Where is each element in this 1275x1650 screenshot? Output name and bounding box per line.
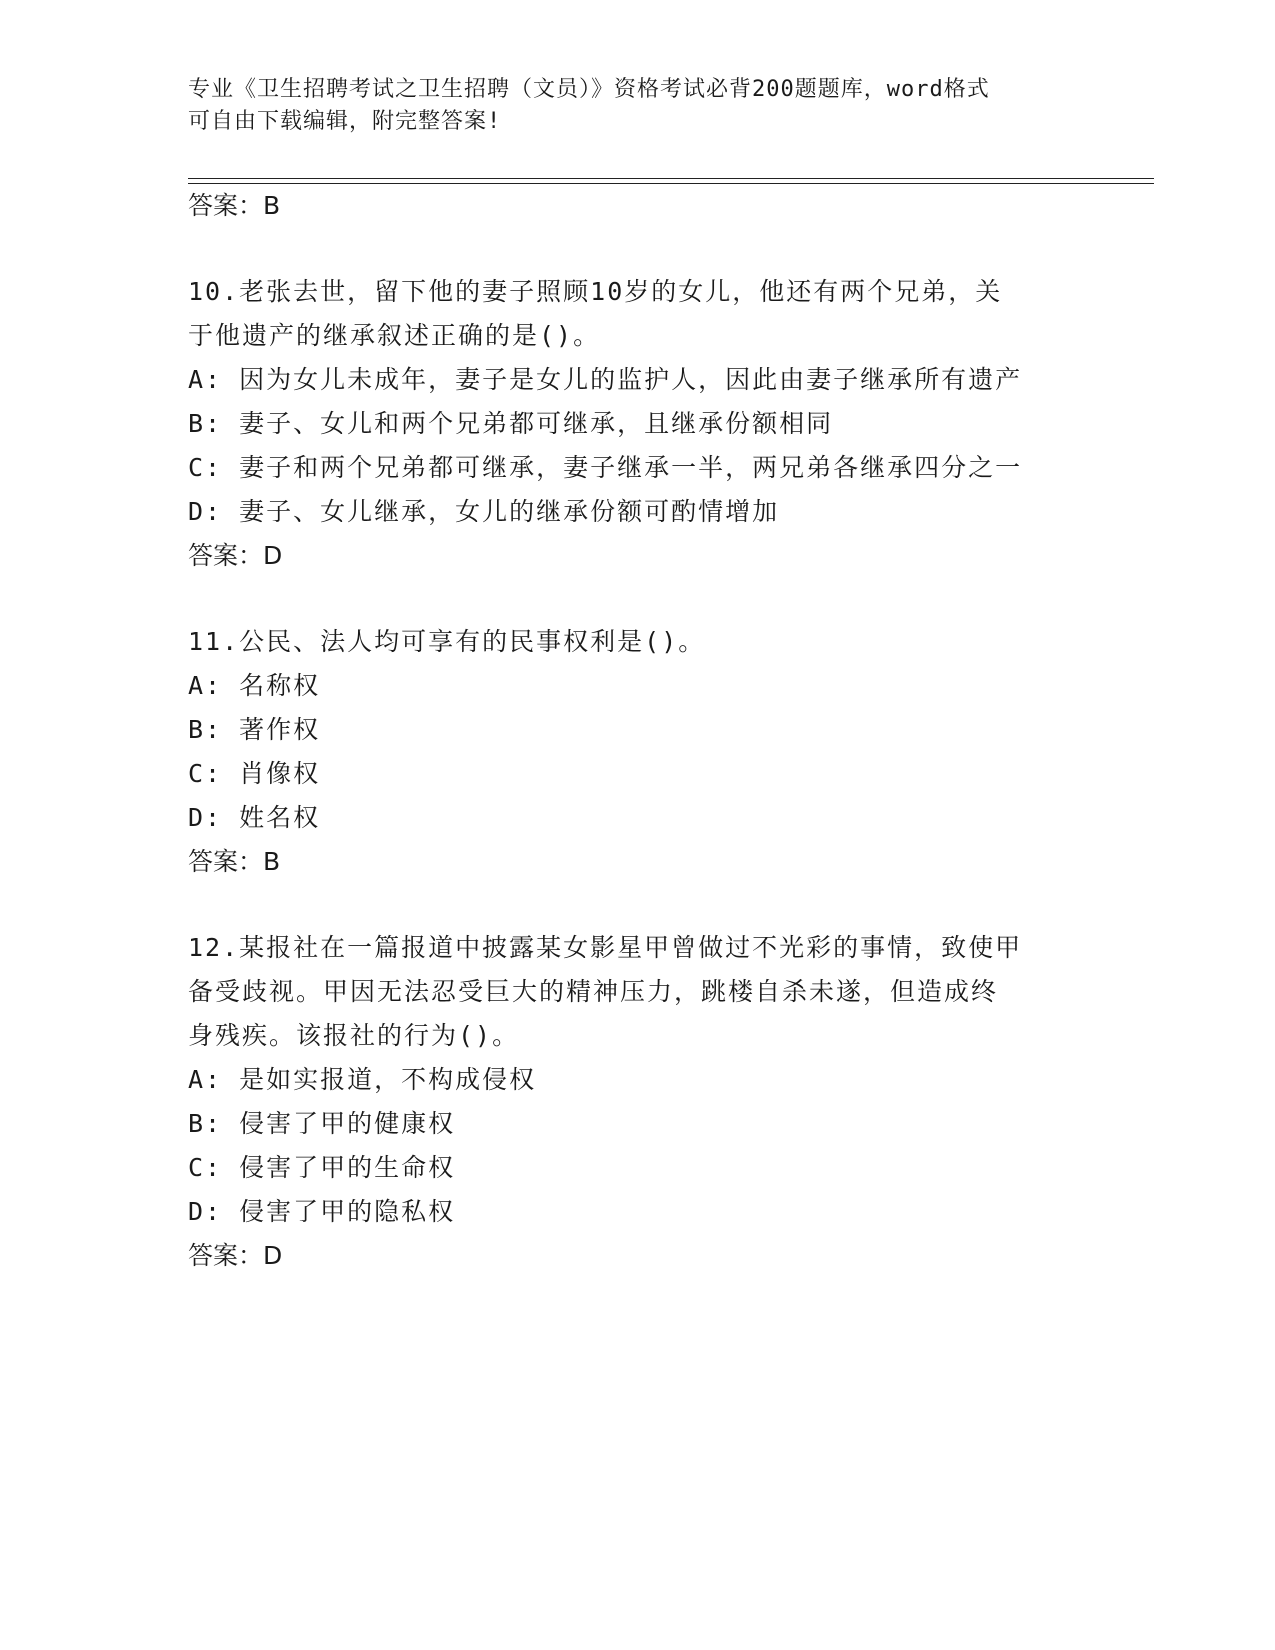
question-10-option-b: B: 妻子、女儿和两个兄弟都可继承，且继承份额相同 (188, 409, 834, 438)
header-divider-top (188, 178, 1154, 179)
question-10-stem-line-2: 于他遗产的继承叙述正确的是()。 (188, 321, 601, 350)
question-10-option-a: A: 因为女儿未成年，妻子是女儿的监护人，因此由妻子继承所有遗产 (188, 365, 1023, 394)
question-12-option-c: C: 侵害了甲的生命权 (188, 1153, 456, 1182)
question-11-option-d: D: 姓名权 (188, 803, 321, 832)
document-header (188, 74, 1088, 138)
question-12-option-b: B: 侵害了甲的健康权 (188, 1109, 456, 1138)
question-12-stem-line-1: 12.某报社在一篇报道中披露某女影星甲曾做过不光彩的事情，致使甲 (188, 933, 1023, 962)
answer-12: 答案：D (188, 1241, 283, 1270)
question-11-option-a: A: 名称权 (188, 671, 321, 700)
answer-10: 答案：D (188, 541, 283, 570)
answer-11: 答案：B (188, 847, 281, 876)
question-11-stem: 11.公民、法人均可享有的民事权利是()。 (188, 627, 706, 656)
question-10-option-d: D: 妻子、女儿继承，女儿的继承份额可酌情增加 (188, 497, 780, 526)
question-11-option-b: B: 著作权 (188, 715, 321, 744)
header-line-2: 可自由下载编辑，附完整答案! (188, 109, 502, 134)
header-line-1: 专业《卫生招聘考试之卫生招聘（文员）》资格考试必背200题题库，word格式 (188, 77, 990, 102)
answer-9: 答案：B (188, 191, 281, 220)
question-12-option-d: D: 侵害了甲的隐私权 (188, 1197, 456, 1226)
question-12-stem-line-2: 备受歧视。甲因无法忍受巨大的精神压力，跳楼自杀未遂，但造成终 (188, 977, 999, 1006)
question-10-option-c: C: 妻子和两个兄弟都可继承，妻子继承一半，两兄弟各继承四分之一 (188, 453, 1023, 482)
question-11-option-c: C: 肖像权 (188, 759, 321, 788)
question-12-option-a: A: 是如实报道，不构成侵权 (188, 1065, 537, 1094)
question-10-stem-line-1: 10.老张去世，留下他的妻子照顾10岁的女儿，他还有两个兄弟，关 (188, 277, 1003, 306)
question-12-stem-line-3: 身残疾。该报社的行为()。 (188, 1021, 520, 1050)
header-divider-bottom (188, 183, 1154, 184)
